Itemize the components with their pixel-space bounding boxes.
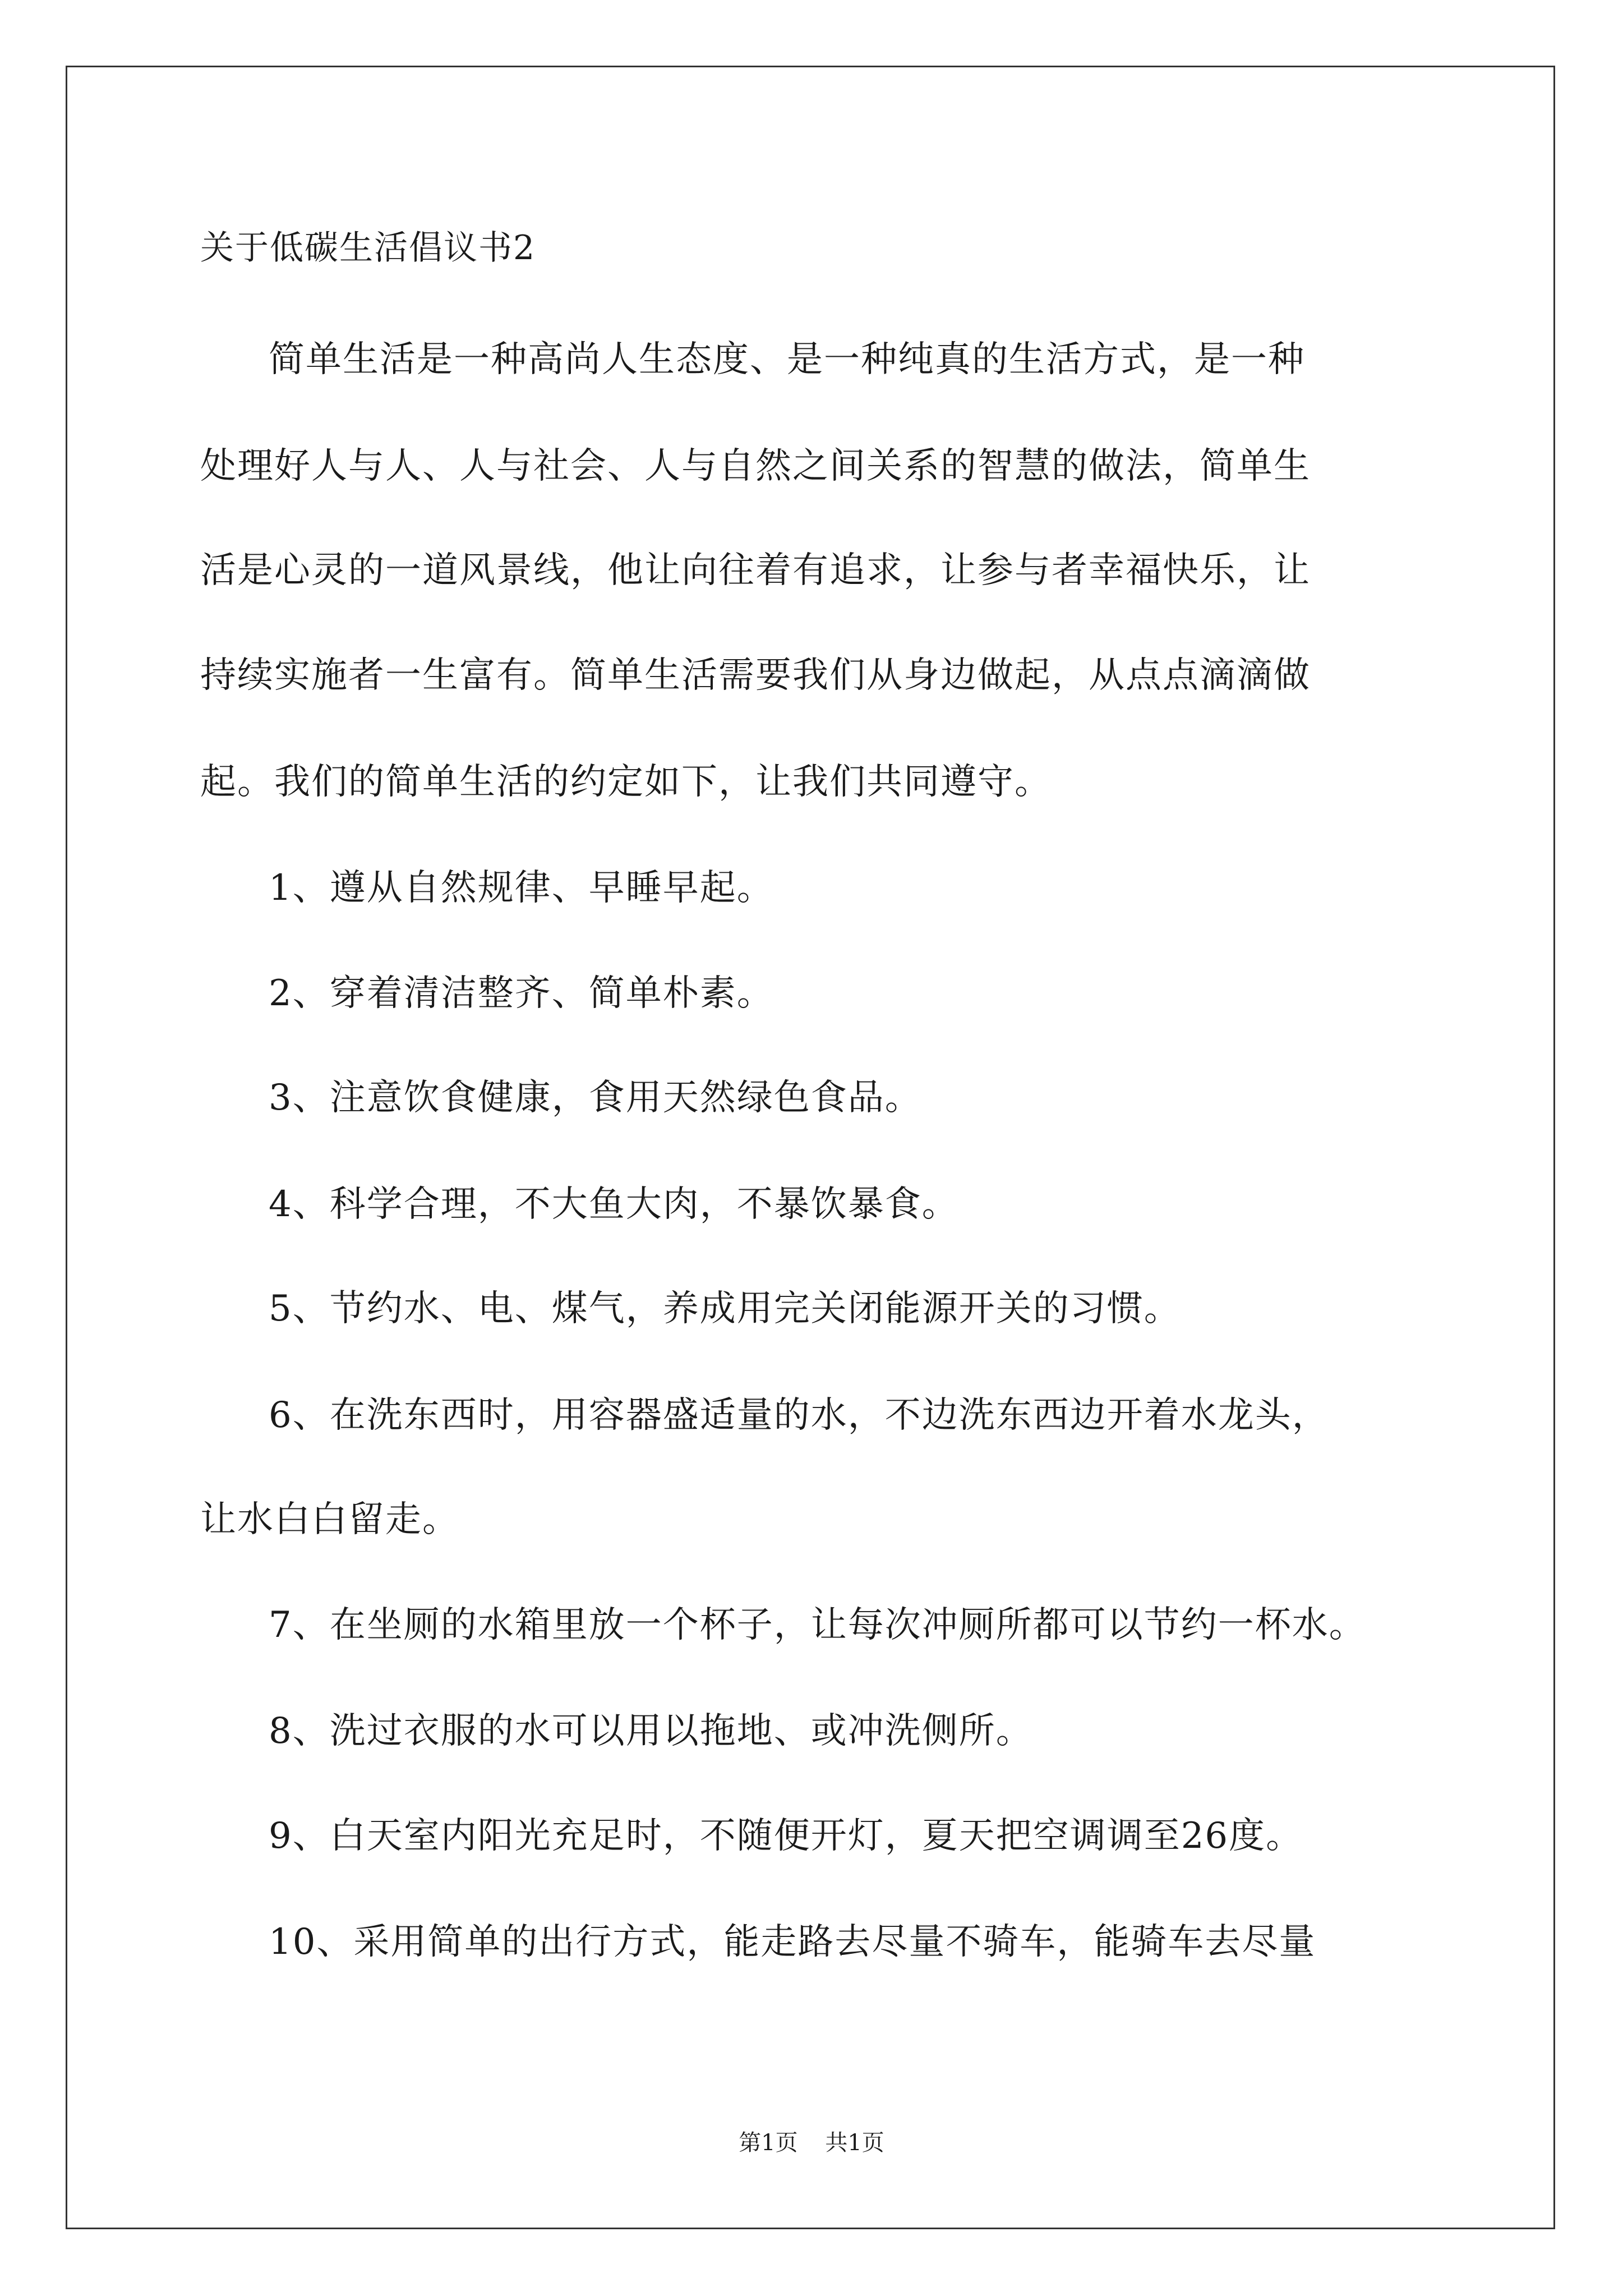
paragraph-line: 处理好人与人、人与社会、人与自然之间关系的智慧的做法，简单生 [200,445,1311,487]
paragraph-line: 简单生活是一种高尚人生态度、是一种纯真的生活方式，是一种 [269,339,1305,380]
page-number-total: 共1页 [825,2130,884,2156]
list-item-1: 1、遵从自然规律、早睡早起。 [269,867,774,909]
page-border [66,66,1555,2229]
page-number-current: 第1页 [739,2130,798,2156]
list-item-6: 6、在洗东西时，用容器盛适量的水，不边洗东西边开着水龙头， [269,1395,1329,1436]
paragraph-line: 持续实施者一生富有。简单生活需要我们从身边做起，从点点滴滴做 [200,655,1311,696]
list-item-9: 9、白天室内阳光充足时，不随便开灯，夏天把空调调至26度。 [269,1815,1303,1857]
list-item-6-continued: 让水白白留走。 [200,1499,459,1540]
list-item-10: 10、采用简单的出行方式，能走路去尽量不骑车，能骑车去尽量 [269,1921,1316,1963]
list-item-7: 7、在坐厕的水箱里放一个杯子，让每次冲厕所都可以节约一杯水。 [269,1604,1366,1646]
list-item-2: 2、穿着清洁整齐、简单朴素。 [269,973,774,1014]
list-item-4: 4、科学合理，不大鱼大肉，不暴饮暴食。 [269,1184,959,1225]
list-item-8: 8、洗过衣服的水可以用以拖地、或冲洗侧所。 [269,1710,1033,1752]
document-title: 关于低碳生活倡议书2 [200,228,536,268]
paragraph-line: 活是心灵的一道风景线，他让向往着有追求，让参与者幸福快乐，让 [200,550,1311,591]
list-item-5: 5、节约水、电、煤气，养成用完关闭能源开关的习惯。 [269,1288,1181,1329]
paragraph-line: 起。我们的简单生活的约定如下，让我们共同遵守。 [200,761,1052,803]
page-footer [0,2126,1623,2160]
list-item-3: 3、注意饮食健康，食用天然绿色食品。 [269,1077,922,1119]
